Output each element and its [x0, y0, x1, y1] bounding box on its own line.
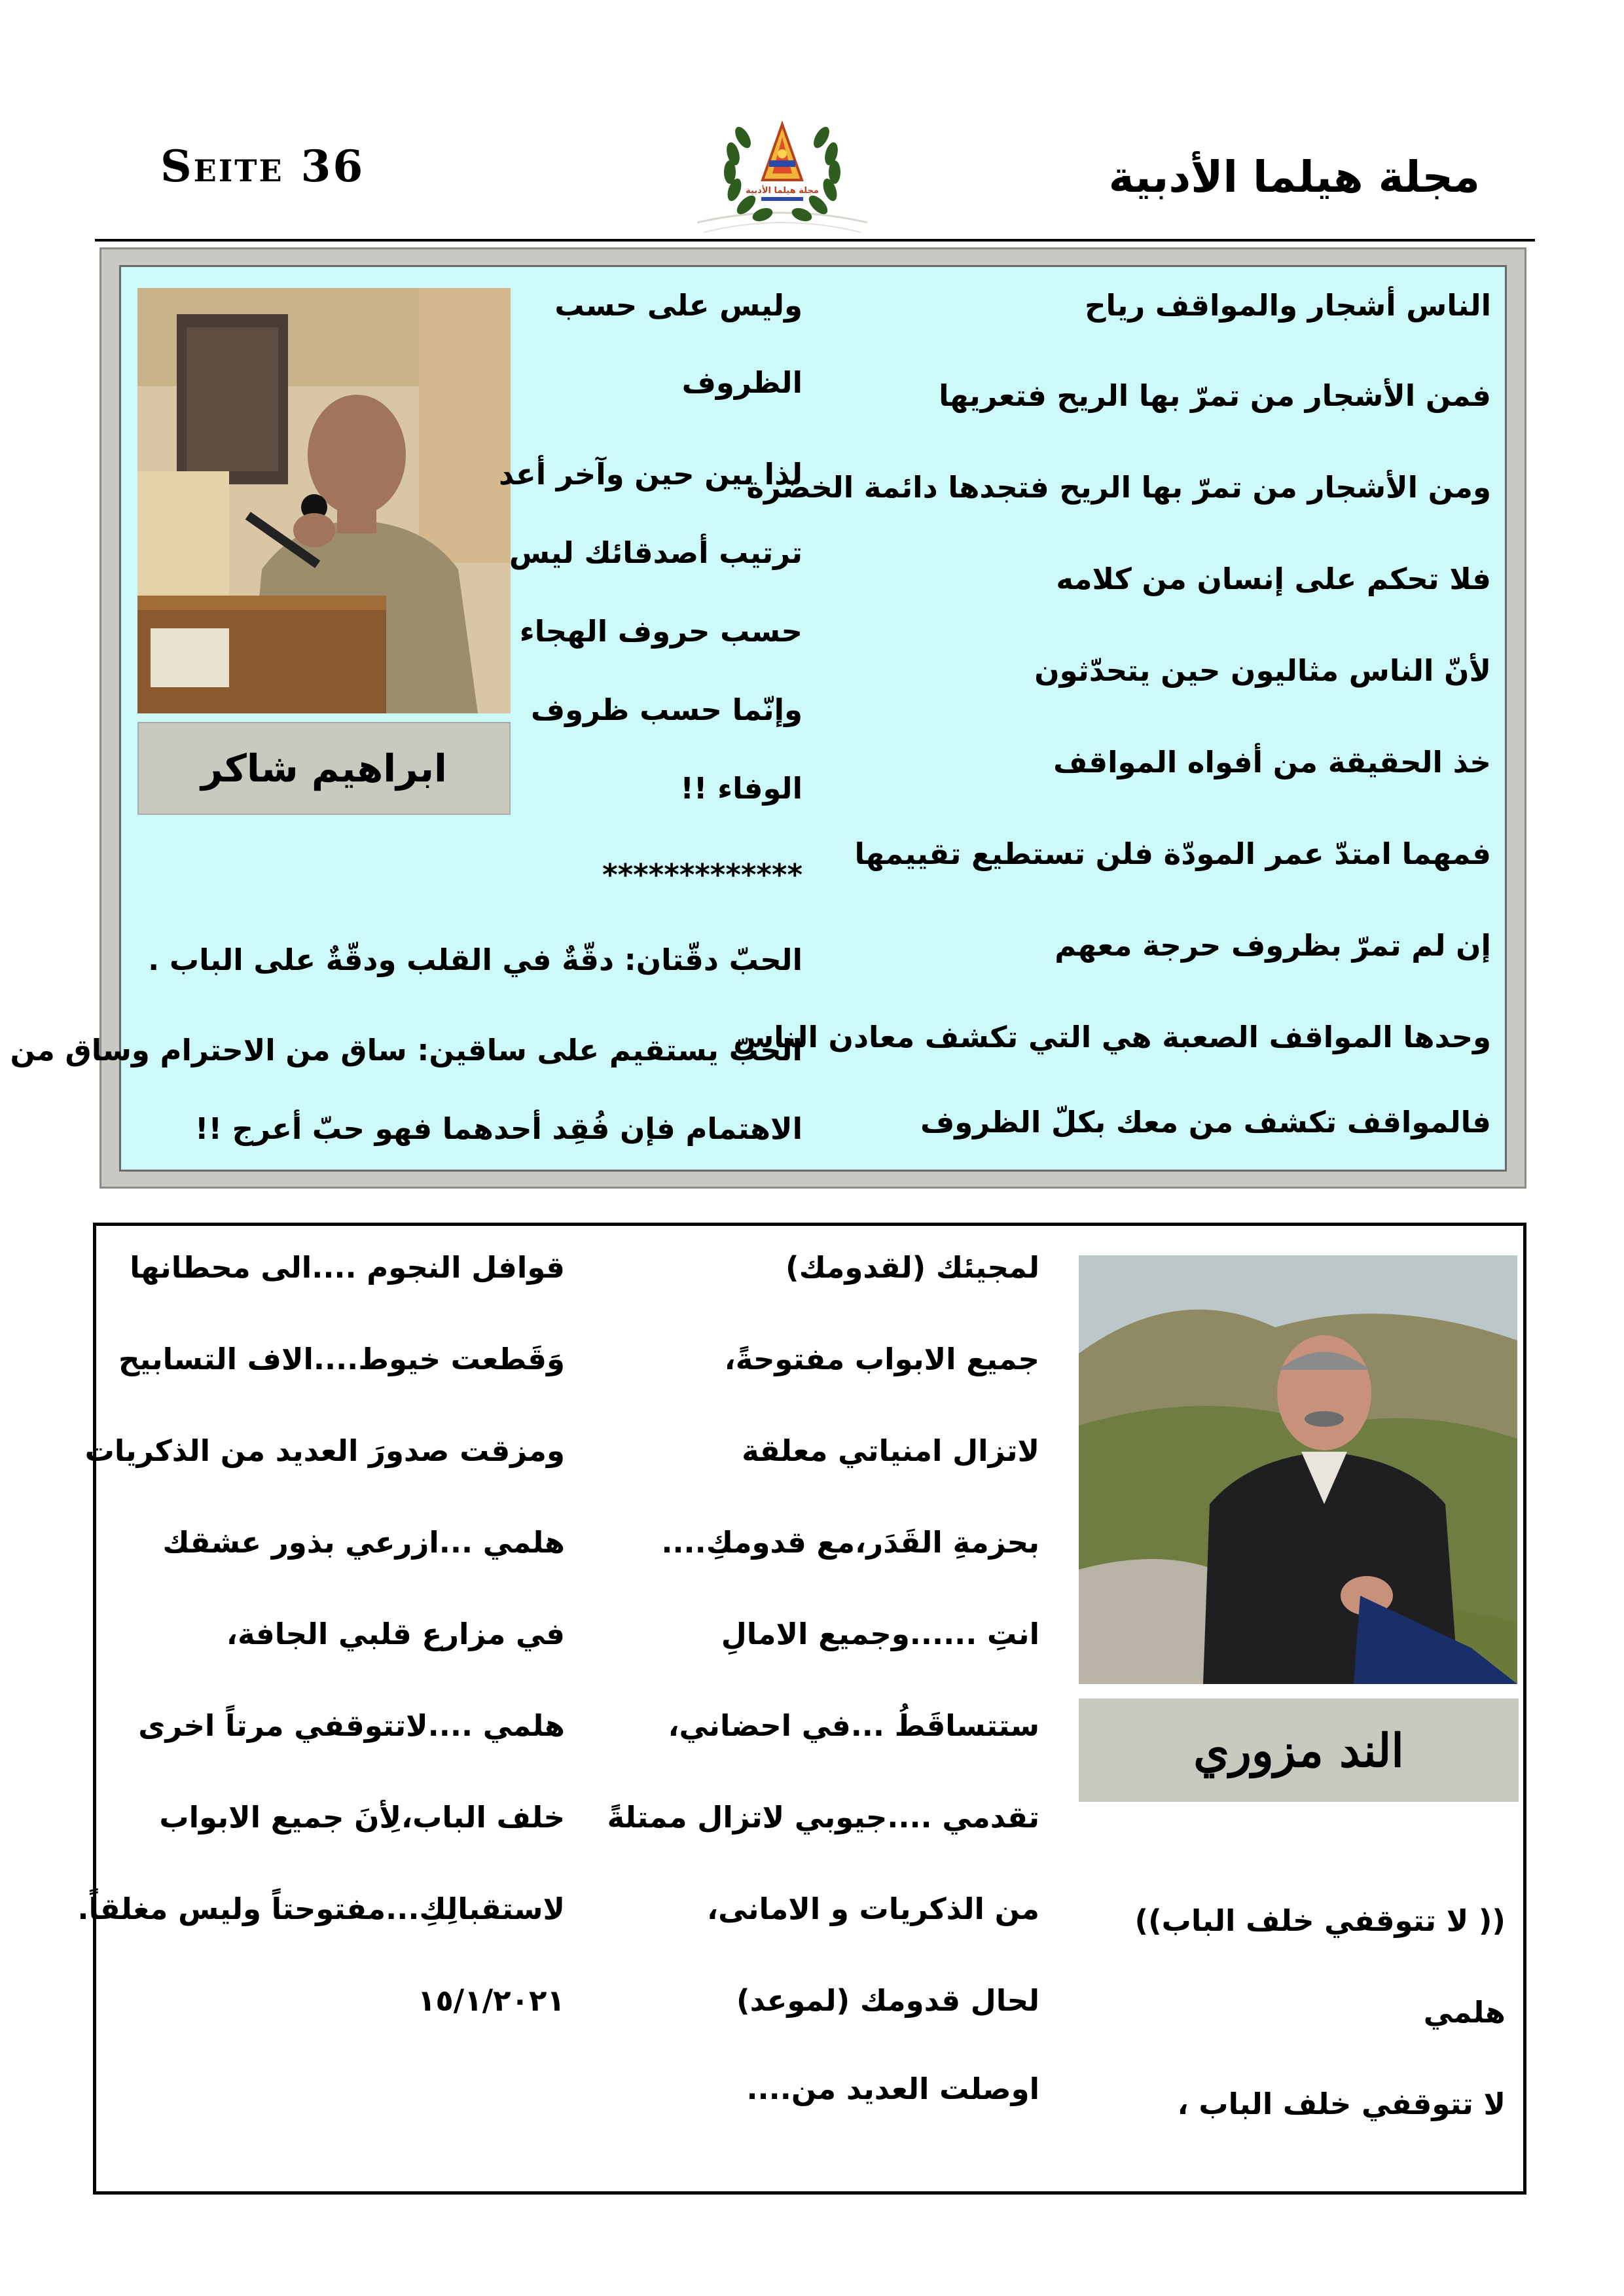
poem-line: لحال قدومك (لموعد)	[736, 1983, 1039, 2018]
poem-line: من الذكريات و الامانى،	[706, 1892, 1039, 1926]
poem-line: هلمي	[1423, 1995, 1506, 2030]
poem-line: جميع الابواب مفتوحةً،	[724, 1342, 1039, 1376]
poem-line: انتِ ......وجميع الامالِ	[721, 1617, 1039, 1651]
poem-line: لمجيئك (لقدومك)	[785, 1250, 1039, 1285]
poem-separator: *************	[602, 857, 803, 892]
poem-wide-lines	[10, 942, 803, 1158]
poem-line: ترتيب أصدقائك ليس	[509, 535, 803, 570]
poem-line: هلمي ...ازرعي بذور عشقك	[162, 1525, 565, 1560]
poem-left-column	[495, 288, 803, 892]
poem-line: وَقَطعت خيوط....الاف التسابيح	[118, 1342, 565, 1376]
poem-line: الناس أشجار والمواقف رياح	[1085, 288, 1491, 323]
poem-line: فمهما امتدّ عمر المودّة فلن تستطيع تقييمها	[854, 836, 1491, 871]
poem-line: حسب حروف الهجاء	[519, 614, 803, 649]
poem-line: (( لا تتوقفي خلف الباب))	[1134, 1903, 1506, 1938]
poem-line: ومن الأشجار من تمرّ بها الريح فتجدها دائمة الخضرة	[746, 470, 1491, 505]
page-number: Seite 36	[160, 141, 365, 192]
poem-line: وإنّما حسب ظروف	[530, 692, 803, 727]
poem-line: خذ الحقيقة من أفواه المواقف	[1053, 745, 1491, 780]
poem-line: لأنّ الناس مثاليون حين يتحدّثون	[1034, 653, 1491, 688]
poem-line: ومزقت صدورَ العديد من الذكريات	[84, 1433, 565, 1468]
author-photo-alind	[1079, 1255, 1517, 1684]
svg-text:مجلة هيلما الأدبية: مجلة هيلما الأدبية	[746, 186, 819, 196]
poem-line: بحزمةِ القَدَر،مع قدومكِ....	[661, 1525, 1039, 1560]
poem-line: الظروف	[681, 365, 803, 400]
poem-line: لاتزال امنياتي معلقة	[742, 1433, 1039, 1468]
poem-line: الاهتمام فإن فُقِد أحدهما فهو حبّ أعرج !!	[194, 1111, 803, 1146]
magazine-logo	[697, 108, 867, 245]
poem-line: لذا بين حين وآخر أعد	[498, 457, 803, 492]
poem-line: قوافل النجوم ....الى محطانها	[130, 1250, 565, 1285]
poem-line: فمن الأشجار من تمرّ بها الريح فتعريها	[939, 378, 1491, 413]
poem-line: لا تتوقفي خلف الباب ،	[1177, 2087, 1506, 2121]
poem-line: الحبّ دقّتان: دقّةٌ في القلب ودقّةٌ على الباب .	[148, 942, 803, 977]
poem-line: في مزارع قلبي الجافة،	[226, 1617, 565, 1651]
poem-line: الوفاء !!	[680, 771, 803, 806]
author-name: ابراهيم شاكر	[201, 746, 447, 791]
poem-line: وليس على حسب	[554, 288, 803, 323]
poem-line: ستتساقَطُ ...في احضاني،	[668, 1708, 1039, 1743]
poem2-left-column	[77, 1250, 565, 2062]
poem-line: تقدمي ....جيوبي لاتزال ممتلةً	[607, 1800, 1039, 1835]
poem-date: ١٥/١/٢٠٢١	[417, 1983, 565, 2018]
poem-line: فلا تحكم على إنسان من كلامه	[1056, 562, 1491, 596]
header-divider	[95, 239, 1535, 242]
poem2-right-column	[1134, 1903, 1506, 2145]
poem-line: الحبّ يستقيم على ساقين: ساق من الاحترام وساق من	[10, 1033, 803, 1067]
poem-line: هلمي ....لاتتوقفي مرتاً اخرى	[138, 1708, 565, 1743]
poem2-middle-column	[607, 1250, 1039, 2153]
poem-line: إن لم تمرّ بظروف حرجة معهم	[1055, 928, 1491, 963]
magazine-title: مجلة هيلما الأدبية	[1108, 152, 1480, 202]
poem-line: فالمواقف تكشف من معك بكلّ الظروف	[920, 1105, 1491, 1139]
poem-line: اوصلت العديد من....	[746, 2072, 1039, 2106]
poem-line: خلف الباب،لِأنَ جميع الابواب	[159, 1800, 565, 1835]
author-name-2: الند مزوري	[1193, 1723, 1404, 1778]
poem-line: وحدها المواقف الصعبة هي التي تكشف معادن الناس	[733, 1020, 1491, 1054]
author-photo-ibrahim	[137, 288, 511, 713]
poem-line: لاستقبالِكِ...مفتوحتاً وليس مغلقاً.	[77, 1892, 565, 1926]
